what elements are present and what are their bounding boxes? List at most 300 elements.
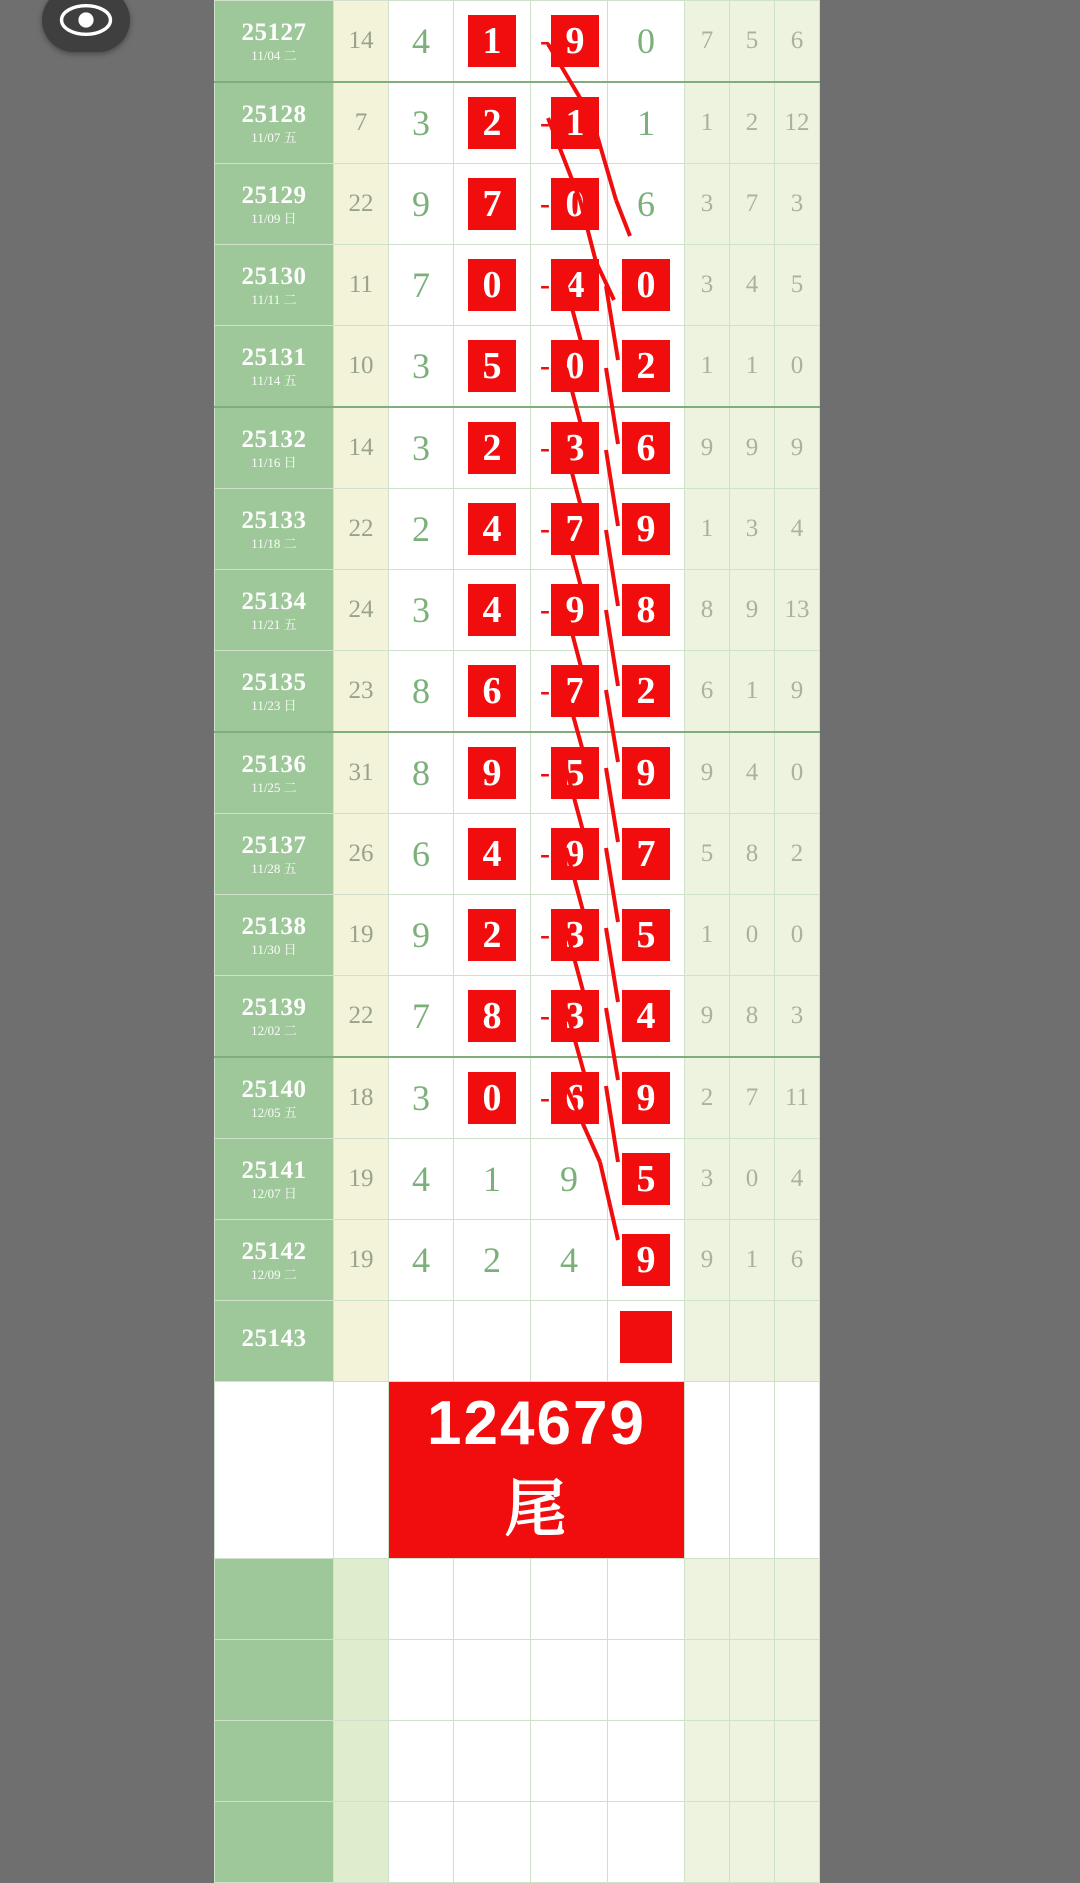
row-digit-3 [608,1139,685,1220]
issue-date: 12/02 二 [251,1022,297,1038]
highlighted-digit: 5 [468,340,516,392]
issue-date: 11/23 日 [251,697,297,713]
issue-number: 25143 [241,1325,307,1353]
table-row [215,895,820,976]
empty-sum-cell [334,1559,389,1640]
highlighted-digit: 4 [551,259,599,311]
banner-tail-spacer-3 [775,1382,820,1559]
row-tail-1 [685,1301,730,1382]
highlighted-digit: 9 [551,15,599,67]
issue-date: 11/21 五 [251,616,297,632]
preview-eye-badge[interactable] [42,0,130,52]
row-digit-0: 9 [389,164,454,245]
issue-date: 11/09 日 [251,210,297,226]
highlighted-digit: 5 [551,747,599,799]
row-sum-cell: 7 [334,82,389,164]
lottery-table-body [215,1,820,1883]
row-tail-3: 4 [775,489,820,570]
issue-number: 25128 [241,100,307,128]
row-issue-cell[interactable] [215,814,334,895]
highlighted-digit: 2 [468,422,516,474]
row-sum-cell: 19 [334,895,389,976]
highlighted-digit: 2 [622,340,670,392]
row-digit-2 [531,326,608,408]
highlighted-digit: 3 [551,909,599,961]
row-digit-3 [608,245,685,326]
row-digit-0: 3 [389,1057,454,1139]
row-digit-2 [531,732,608,814]
row-tail-3: 9 [775,407,820,489]
row-tail-1: 3 [685,245,730,326]
row-tail-3: 9 [775,651,820,733]
row-digit-2 [531,1057,608,1139]
table-row [215,1139,820,1220]
empty-digit-cell-2 [531,1802,608,1883]
row-tail-1: 1 [685,895,730,976]
highlighted-digit: 4 [622,990,670,1042]
highlighted-digit: 0 [551,340,599,392]
row-digit-3 [608,407,685,489]
row-tail-1: 9 [685,976,730,1058]
highlighted-digit: 9 [468,747,516,799]
highlighted-digit: 4 [468,503,516,555]
issue-date: 12/09 二 [251,1266,297,1282]
row-tail-1: 1 [685,489,730,570]
highlighted-digit: 6 [468,665,516,717]
issue-number: 25140 [241,1075,307,1103]
table-row [215,651,820,733]
empty-digit-cell-1 [454,1721,531,1802]
empty-digit-cell-0 [389,1640,454,1721]
lottery-chart-sheet [214,0,810,1660]
highlighted-digit: 7 [551,665,599,717]
row-tail-2: 8 [730,976,775,1058]
table-row [215,489,820,570]
row-issue-cell[interactable] [215,326,334,408]
empty-sum-cell [334,1640,389,1721]
row-digit-2 [531,82,608,164]
row-tail-2: 5 [730,1,775,83]
row-issue-cell[interactable] [215,1,334,83]
row-digit-2 [531,245,608,326]
digit-dash: - [540,512,550,545]
row-tail-3: 0 [775,326,820,408]
table-row [215,1057,820,1139]
highlighted-digit: 5 [622,1153,670,1205]
empty-tail-cell-3 [775,1802,820,1883]
banner-tail-spacer-2 [730,1382,775,1559]
row-digit-2 [531,976,608,1058]
row-issue-cell[interactable] [215,489,334,570]
table-row [215,164,820,245]
row-digit-3: 6 [608,164,685,245]
digit-dash: - [540,106,550,139]
row-tail-2 [730,1301,775,1382]
row-digit-0: 2 [389,489,454,570]
row-digit-0: 4 [389,1,454,83]
row-digit-3 [608,1057,685,1139]
row-digit-1 [454,570,531,651]
row-tail-3 [775,1301,820,1382]
issue-date: 11/18 二 [251,535,297,551]
highlighted-digit: 4 [468,584,516,636]
row-digit-2 [531,651,608,733]
row-tail-1: 7 [685,1,730,83]
row-digit-0: 4 [389,1220,454,1301]
row-digit-1 [454,326,531,408]
banner-cell [389,1382,685,1559]
row-digit-3 [608,814,685,895]
highlighted-digit: 0 [468,259,516,311]
highlighted-digit: 2 [622,665,670,717]
row-tail-2: 7 [730,164,775,245]
digit-dash: - [540,999,550,1032]
issue-number: 25127 [241,18,307,46]
row-sum-cell: 11 [334,245,389,326]
row-tail-2: 3 [730,489,775,570]
empty-digit-cell-1 [454,1559,531,1640]
banner-issue-spacer [215,1382,334,1559]
empty-sum-cell [334,1721,389,1802]
issue-date: 11/25 二 [251,779,297,795]
issue-number: 25142 [241,1237,307,1265]
row-tail-3: 6 [775,1220,820,1301]
highlighted-digit: 7 [551,503,599,555]
highlighted-digit: 1 [468,15,516,67]
row-issue-cell[interactable] [215,407,334,489]
table-row [215,1301,820,1382]
empty-digit-cell-2 [531,1640,608,1721]
empty-sum-cell [334,1802,389,1883]
issue-number: 25131 [241,343,307,371]
row-digit-1 [454,651,531,733]
empty-tail-cell-2 [730,1640,775,1721]
row-sum-cell: 10 [334,326,389,408]
highlighted-digit: 9 [622,1072,670,1124]
table-row [215,1,820,83]
issue-number: 25136 [241,750,307,778]
issue-number: 25135 [241,668,307,696]
table-row [215,82,820,164]
empty-digit-cell-3 [608,1721,685,1802]
row-digit-0: 9 [389,895,454,976]
digit-dash: - [540,268,550,301]
row-tail-3: 3 [775,164,820,245]
issue-date: 11/04 二 [251,47,297,63]
row-issue-cell[interactable] [215,1301,334,1382]
row-issue-cell[interactable] [215,732,334,814]
row-digit-2 [531,570,608,651]
row-digit-2 [531,1301,608,1382]
digit-dash: - [540,756,550,789]
row-tail-2: 1 [730,651,775,733]
empty-tail-cell-1 [685,1559,730,1640]
row-tail-1: 2 [685,1057,730,1139]
row-sum-cell: 22 [334,976,389,1058]
row-tail-1: 1 [685,82,730,164]
row-tail-1: 6 [685,651,730,733]
row-tail-3: 6 [775,1,820,83]
empty-issue-cell [215,1640,334,1721]
empty-issue-cell [215,1721,334,1802]
highlighted-digit: 7 [622,828,670,880]
row-sum-cell: 24 [334,570,389,651]
empty-tail-cell-3 [775,1559,820,1640]
row-sum-cell: 22 [334,489,389,570]
issue-date: 11/28 五 [251,860,297,876]
row-digit-1 [454,732,531,814]
row-tail-2: 4 [730,245,775,326]
issue-date: 11/11 二 [251,291,297,307]
table-row [215,814,820,895]
row-digit-2 [531,814,608,895]
row-sum-cell: 22 [334,164,389,245]
row-digit-1 [454,407,531,489]
row-digit-3 [608,326,685,408]
footer-banner-row [215,1382,820,1559]
empty-tail-cell-2 [730,1802,775,1883]
empty-row [215,1559,820,1640]
digit-dash: - [540,593,550,626]
banner-sum-spacer [334,1382,389,1559]
highlighted-digit: 5 [622,909,670,961]
digit-dash: - [540,24,550,57]
table-row [215,245,820,326]
row-tail-2: 4 [730,732,775,814]
row-tail-1: 1 [685,326,730,408]
row-digit-1 [454,1301,531,1382]
row-issue-cell[interactable] [215,245,334,326]
row-digit-0: 8 [389,651,454,733]
empty-row [215,1802,820,1883]
row-issue-cell[interactable] [215,1057,334,1139]
empty-digit-cell-3 [608,1640,685,1721]
row-tail-2: 9 [730,570,775,651]
highlighted-digit: 0 [468,1072,516,1124]
empty-tail-cell-1 [685,1802,730,1883]
row-issue-cell[interactable] [215,895,334,976]
row-sum-cell: 18 [334,1057,389,1139]
issue-date: 11/30 日 [251,941,297,957]
row-sum-cell: 19 [334,1220,389,1301]
pending-marker [620,1311,672,1363]
banner-tail-spacer-1 [685,1382,730,1559]
issue-date: 11/07 五 [251,129,297,145]
row-digit-2: 9 [531,1139,608,1220]
row-digit-0: 3 [389,82,454,164]
row-issue-cell[interactable] [215,1139,334,1220]
row-tail-3: 3 [775,976,820,1058]
row-tail-2: 7 [730,1057,775,1139]
row-issue-cell[interactable] [215,651,334,733]
row-tail-1: 5 [685,814,730,895]
row-tail-3: 0 [775,895,820,976]
issue-number: 25138 [241,912,307,940]
row-sum-cell: 14 [334,407,389,489]
row-tail-3: 2 [775,814,820,895]
row-digit-1 [454,164,531,245]
highlighted-digit: 9 [622,503,670,555]
digit-dash: - [540,918,550,951]
highlighted-digit: 0 [551,178,599,230]
row-digit-1 [454,895,531,976]
highlighted-digit: 9 [551,584,599,636]
row-issue-cell[interactable] [215,1220,334,1301]
issue-number: 25139 [241,993,307,1021]
issue-number: 25137 [241,831,307,859]
highlighted-digit: 1 [551,97,599,149]
table-row [215,570,820,651]
table-row [215,976,820,1058]
highlighted-digit: 8 [622,584,670,636]
row-digit-2 [531,407,608,489]
empty-digit-cell-1 [454,1640,531,1721]
row-digit-1 [454,489,531,570]
row-tail-1: 9 [685,407,730,489]
row-digit-0: 7 [389,976,454,1058]
table-row [215,732,820,814]
issue-number: 25129 [241,181,307,209]
row-digit-1: 1 [454,1139,531,1220]
digit-dash: - [540,1081,550,1114]
row-digit-3 [608,489,685,570]
issue-date: 11/14 五 [251,372,297,388]
eye-icon [59,3,113,37]
row-digit-0: 8 [389,732,454,814]
row-tail-3: 0 [775,732,820,814]
row-sum-cell: 26 [334,814,389,895]
row-digit-1 [454,1,531,83]
highlighted-digit: 4 [468,828,516,880]
row-digit-3: 0 [608,1,685,83]
row-issue-cell[interactable] [215,976,334,1058]
row-tail-2: 1 [730,1220,775,1301]
row-issue-cell[interactable] [215,570,334,651]
row-tail-1: 3 [685,1139,730,1220]
row-digit-0: 7 [389,245,454,326]
row-tail-2: 8 [730,814,775,895]
row-sum-cell: 23 [334,651,389,733]
table-row [215,407,820,489]
row-digit-0 [389,1301,454,1382]
issue-number: 25133 [241,506,307,534]
empty-digit-cell-0 [389,1721,454,1802]
row-digit-1 [454,245,531,326]
empty-issue-cell [215,1802,334,1883]
row-tail-3: 13 [775,570,820,651]
issue-number: 25141 [241,1156,307,1184]
row-digit-3 [608,732,685,814]
row-tail-2: 9 [730,407,775,489]
digit-dash: - [540,349,550,382]
row-issue-cell[interactable] [215,82,334,164]
digit-dash: - [540,837,550,870]
row-digit-2 [531,895,608,976]
row-issue-cell[interactable] [215,164,334,245]
highlighted-digit: 0 [622,259,670,311]
row-sum-cell: 31 [334,732,389,814]
row-sum-cell [334,1301,389,1382]
row-digit-0: 3 [389,407,454,489]
row-tail-1: 9 [685,1220,730,1301]
empty-tail-cell-1 [685,1721,730,1802]
empty-digit-cell-0 [389,1559,454,1640]
row-digit-1 [454,814,531,895]
digit-dash: - [540,674,550,707]
row-digit-2 [531,164,608,245]
highlighted-digit: 2 [468,909,516,961]
row-digit-0: 3 [389,326,454,408]
table-row [215,326,820,408]
table-row [215,1220,820,1301]
row-digit-3 [608,651,685,733]
row-digit-2 [531,489,608,570]
empty-digit-cell-3 [608,1802,685,1883]
highlighted-digit: 3 [551,990,599,1042]
issue-date: 11/16 日 [251,454,297,470]
empty-tail-cell-3 [775,1640,820,1721]
highlighted-digit: 2 [468,97,516,149]
empty-tail-cell-2 [730,1721,775,1802]
highlighted-digit: 8 [468,990,516,1042]
row-tail-1: 8 [685,570,730,651]
highlighted-digit: 6 [622,422,670,474]
row-digit-3 [608,1220,685,1301]
lottery-table [214,0,820,1883]
row-digit-3 [608,895,685,976]
issue-number: 25134 [241,587,307,615]
highlighted-digit: 9 [551,828,599,880]
row-tail-3: 5 [775,245,820,326]
row-digit-3: 1 [608,82,685,164]
highlighted-digit: 9 [622,747,670,799]
issue-date: 12/07 日 [251,1185,297,1201]
empty-tail-cell-3 [775,1721,820,1802]
empty-row [215,1721,820,1802]
row-tail-3: 12 [775,82,820,164]
empty-digit-cell-2 [531,1721,608,1802]
row-tail-3: 11 [775,1057,820,1139]
empty-digit-cell-2 [531,1559,608,1640]
row-tail-1: 9 [685,732,730,814]
row-digit-0: 4 [389,1139,454,1220]
digit-dash: - [540,187,550,220]
issue-date: 12/05 五 [251,1104,297,1120]
row-digit-3 [608,1301,685,1382]
highlighted-digit: 7 [468,178,516,230]
empty-tail-cell-1 [685,1640,730,1721]
issue-number: 25130 [241,262,307,290]
row-tail-2: 0 [730,895,775,976]
empty-row [215,1640,820,1721]
row-digit-0: 6 [389,814,454,895]
row-sum-cell: 14 [334,1,389,83]
row-digit-3 [608,570,685,651]
row-tail-2: 1 [730,326,775,408]
issue-number: 25132 [241,425,307,453]
empty-digit-cell-1 [454,1802,531,1883]
highlighted-digit: 3 [551,422,599,474]
row-tail-3: 4 [775,1139,820,1220]
row-tail-1: 3 [685,164,730,245]
empty-tail-cell-2 [730,1559,775,1640]
empty-issue-cell [215,1559,334,1640]
row-digit-1: 2 [454,1220,531,1301]
empty-digit-cell-3 [608,1559,685,1640]
row-digit-1 [454,82,531,164]
row-digit-1 [454,976,531,1058]
row-digit-2 [531,1,608,83]
